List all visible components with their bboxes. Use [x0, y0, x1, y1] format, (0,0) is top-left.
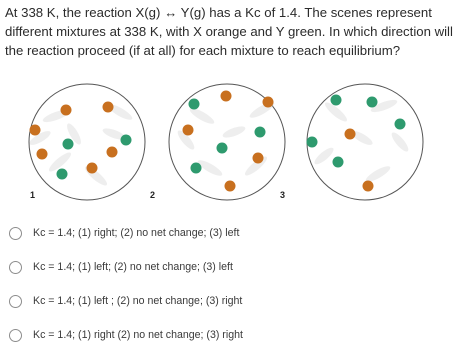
- option-label: Kc = 1.4; (1) right; (2) no net change; (3) left: [33, 227, 240, 239]
- molecule-x: [345, 129, 356, 140]
- molecule-y: [331, 95, 342, 106]
- molecule-y: [367, 97, 378, 108]
- molecule-x: [225, 181, 236, 192]
- radio-button[interactable]: [9, 261, 22, 274]
- question-text: At 338 K, the reaction X(g) ↔ Y(g) has a Kc of 1.4. The scenes represent different mixtures at 338 K, with X orange and Y green. In which direction will the reaction proceed (if at all) for each mixture to reach equilibrium?: [5, 5, 453, 58]
- option-label: Kc = 1.4; (1) right (2) no net change; (3) right: [33, 329, 243, 341]
- molecule-x: [103, 102, 114, 113]
- molecule-y: [63, 139, 74, 150]
- molecule-x: [253, 153, 264, 164]
- molecule-x: [363, 181, 374, 192]
- answer-options: [9, 216, 243, 352]
- answer-option-1[interactable]: [9, 216, 243, 250]
- radio-button[interactable]: [9, 295, 22, 308]
- molecule-x: [221, 91, 232, 102]
- molecule-x: [30, 125, 41, 136]
- radio-button[interactable]: [9, 227, 22, 240]
- molecule-y: [217, 143, 228, 154]
- molecule-y: [191, 163, 202, 174]
- scene-2: [164, 82, 290, 202]
- option-label: Kc = 1.4; (1) left ; (2) no net change; (3) right: [33, 295, 243, 307]
- molecule-y: [255, 127, 266, 138]
- scene-number: 1: [30, 190, 36, 200]
- scene-number: 3: [280, 190, 286, 200]
- molecule-x: [183, 125, 194, 136]
- option-label: Kc = 1.4; (1) left; (2) no net change; (3) left: [33, 261, 233, 273]
- radio-button[interactable]: [9, 329, 22, 342]
- molecule-x: [61, 105, 72, 116]
- answer-option-3[interactable]: [9, 284, 243, 318]
- molecule-x: [87, 163, 98, 174]
- scene-3: [302, 82, 428, 202]
- molecule-y: [57, 169, 68, 180]
- scene-number: 2: [150, 190, 156, 200]
- molecule-y: [333, 157, 344, 168]
- molecule-x: [37, 149, 48, 160]
- answer-option-4[interactable]: [9, 318, 243, 352]
- answer-option-2[interactable]: [9, 250, 243, 284]
- molecule-y: [307, 137, 318, 148]
- molecule-x: [263, 97, 274, 108]
- molecule-y: [395, 119, 406, 130]
- molecule-y: [121, 135, 132, 146]
- molecule-x: [107, 147, 118, 158]
- molecule-y: [189, 99, 200, 110]
- scenes-figure: [24, 82, 434, 202]
- scene-1: [24, 82, 150, 202]
